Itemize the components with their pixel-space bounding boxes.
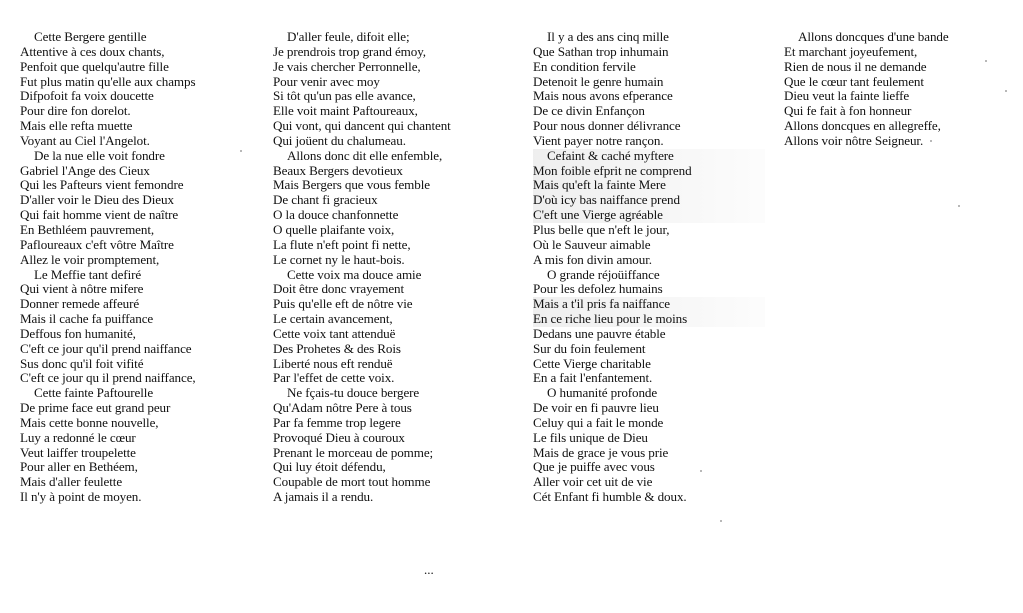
verse-line: Allons voir nôtre Seigneur. (784, 133, 924, 148)
verse-line: C'eft une Vierge agréable (533, 208, 765, 223)
verse-line: Puis qu'elle eft de nôtre vie (273, 297, 413, 312)
verse-line: Provoqué Dieu à couroux (273, 430, 405, 445)
scan-speck (985, 60, 987, 62)
verse-line: Des Prohetes & des Rois (273, 341, 401, 356)
verse-line: Aller voir cet uit de vie (533, 475, 653, 490)
verse-line: O humanité profonde (547, 386, 658, 401)
scan-speck (240, 150, 242, 152)
verse-line: Pour venir avec moy (273, 74, 380, 89)
verse-line: Où le Sauveur aimable (533, 237, 651, 252)
verse-line: En a fait l'enfantement. (533, 371, 653, 386)
verse-line: De chant fi gracieux (273, 193, 378, 208)
verse-line: De prime face eut grand peur (20, 401, 171, 416)
verse-line: Par l'effet de cette voix. (273, 371, 395, 386)
verse-line: Et marchant joyeufement, (784, 44, 918, 59)
verse-line: Qui vient à nôtre mifere (20, 282, 144, 297)
verse-line: Allez le voir promptement, (20, 252, 160, 267)
scan-speck (930, 140, 932, 142)
verse-line: Mais d'aller feulette (20, 475, 123, 490)
verse-line: Mais nous avons efperance (533, 89, 673, 104)
verse-line: Fut plus matin qu'elle aux champs (20, 74, 196, 89)
verse-line: Que le cœur tant feulement (784, 74, 924, 89)
verse-line: Plus belle que n'eft le jour, (533, 222, 670, 237)
verse-line: C'eft ce jour qu'il prend naiffance (20, 341, 192, 356)
verse-line: Mais de grace je vous prie (533, 445, 669, 460)
verse-line: Qui vont, qui dancent qui chantent (273, 119, 451, 134)
verse-line: Vient payer notre rançon. (533, 133, 664, 148)
verse-line: Celuy qui a fait le monde (533, 415, 664, 430)
scan-speck (1005, 90, 1007, 92)
verse-line: Gabriel l'Ange des Cieux (20, 163, 150, 178)
verse-line: Cette fainte Paftourelle (34, 386, 154, 401)
verse-line: De voir en fi pauvre lieu (533, 401, 659, 416)
verse-line: Mais Bergers que vous femble (273, 178, 430, 193)
verse-line: Je prendrois trop grand émoy, (273, 44, 426, 59)
verse-line: Mon foible efprit ne comprend (533, 164, 765, 179)
verse-line: Le fils unique de Dieu (533, 430, 648, 445)
verse-line: Que je puiffe avec vous (533, 460, 655, 475)
verse-line: Liberté nous eft renduë (273, 356, 393, 371)
verse-line: Pafloureaux c'eft vôtre Maître (20, 237, 174, 252)
verse-line: Penfoit que quelqu'autre fille (20, 59, 169, 74)
verse-line: Pour aller en Bethéem, (20, 460, 138, 475)
verse-line: C'eft ce jour qu il prend naiffance, (20, 371, 196, 386)
verse-line: A jamais il a rendu. (273, 490, 374, 505)
verse-line: Mais a t'il pris fa naiffance (533, 297, 765, 312)
verse-line: O quelle plaifante voix, (273, 222, 395, 237)
verse-line: En condition fervile (533, 59, 636, 74)
verse-line: O la douce chanfonnette (273, 208, 399, 223)
verse-line: Rien de nous il ne demande (784, 59, 927, 74)
verse-line: Qui fe fait à fon honneur (784, 104, 912, 119)
verse-line: Mais qu'eft la fainte Mere (533, 178, 765, 193)
verse-line: Cette Vierge charitable (533, 356, 651, 371)
verse-line: Cette voix ma douce amie (287, 267, 422, 282)
verse-line: Le Meffie tant defiré (34, 267, 142, 282)
verse-line: En Bethléem pauvrement, (20, 222, 155, 237)
verse-line: Beaux Bergers devotieux (273, 163, 403, 178)
verse-line: Sur du foin feulement (533, 341, 646, 356)
verse-line: Pour les defolez humains (533, 282, 663, 297)
verse-line: Ne fçais-tu douce bergere (287, 386, 420, 401)
column-2 (273, 30, 503, 505)
verse-line: Le certain avancement, (273, 312, 393, 327)
verse-line: A mis fon divin amour. (533, 252, 652, 267)
verse-line: En ce riche lieu pour le moins (533, 312, 765, 327)
verse-line: Mais il cache fa puiffance (20, 312, 154, 327)
verse-line: Qu'Adam nôtre Pere à tous (273, 401, 412, 416)
verse-line: Je vais chercher Perronnelle, (273, 59, 421, 74)
verse-line: De la nue elle voit fondre (34, 148, 165, 163)
scan-speck (700, 470, 702, 472)
verse-line: Mais elle refta muette (20, 119, 133, 134)
verse-line: Qui joüent du chalumeau. (273, 133, 406, 148)
verse-line: Detenoit le genre humain (533, 74, 664, 89)
verse-line: Dedans une pauvre étable (533, 326, 666, 341)
column-3 (533, 30, 765, 505)
verse-line: D'aller voir le Dieu des Dieux (20, 193, 174, 208)
column-1 (20, 30, 260, 505)
verse-line: Allons donc dit elle enfemble, (287, 148, 443, 163)
verse-line: Allons doncques en allegreffe, (784, 119, 941, 134)
verse-line: Si tôt qu'un pas elle avance, (273, 89, 416, 104)
verse-line: Par fa femme trop legere (273, 415, 401, 430)
verse-line: Cette Bergere gentille (34, 30, 147, 44)
verse-line: Luy a redonné le cœur (20, 430, 136, 445)
verse-line: Donner remede affeuré (20, 297, 140, 312)
verse-line: Sus donc qu'il foit vifité (20, 356, 144, 371)
verse-line: Qui les Pafteurs vient femondre (20, 178, 184, 193)
verse-line: Pour dire fon dorelot. (20, 104, 131, 119)
verse-line: Coupable de mort tout homme (273, 475, 431, 490)
scan-speck (720, 520, 722, 522)
verse-line: Allons doncques d'une bande (798, 30, 949, 44)
column-4 (784, 30, 1016, 149)
verse-line: Dieu veut la fainte lieffe (784, 89, 910, 104)
scan-speck (958, 205, 960, 207)
verse-line: Prenant le morceau de pomme; (273, 445, 434, 460)
verse-line: Deffous fon humanité, (20, 326, 136, 341)
verse-line: Qui luy étoit défendu, (273, 460, 386, 475)
verse-line: Il y a des ans cinq mille (547, 30, 669, 44)
verse-line: Le cornet ny le haut-bois. (273, 252, 405, 267)
verse-line: Cét Enfant fi humble & doux. (533, 490, 687, 505)
verse-line: De ce divin Enfançon (533, 104, 645, 119)
trailing-mark: ... (424, 562, 434, 577)
verse-line: Doit être donc vrayement (273, 282, 405, 297)
verse-line: D'où icy bas naiffance prend (533, 193, 765, 208)
verse-line: La flute n'eft point fi nette, (273, 237, 411, 252)
verse-line: Veut laiffer troupelette (20, 445, 136, 460)
verse-line: Mais cette bonne nouvelle, (20, 415, 159, 430)
verse-line: Difpofoit fa voix doucette (20, 89, 154, 104)
verse-line: O grande réjoüiffance (547, 267, 660, 282)
verse-line: D'aller feule, difoit elle; (287, 30, 410, 44)
verse-line: Cette voix tant attenduë (273, 326, 396, 341)
verse-line: Il n'y à point de moyen. (20, 490, 142, 505)
verse-line: Cefaint & caché myftere (533, 149, 765, 164)
verse-line: Voyant au Ciel l'Angelot. (20, 133, 150, 148)
verse-line: Que Sathan trop inhumain (533, 44, 669, 59)
verse-line: Attentive à ces doux chants, (20, 44, 165, 59)
verse-line: Elle voit maint Paftoureaux, (273, 104, 418, 119)
verse-line: Pour nous donner délivrance (533, 119, 681, 134)
verse-line: Qui fait homme vient de naître (20, 208, 179, 223)
